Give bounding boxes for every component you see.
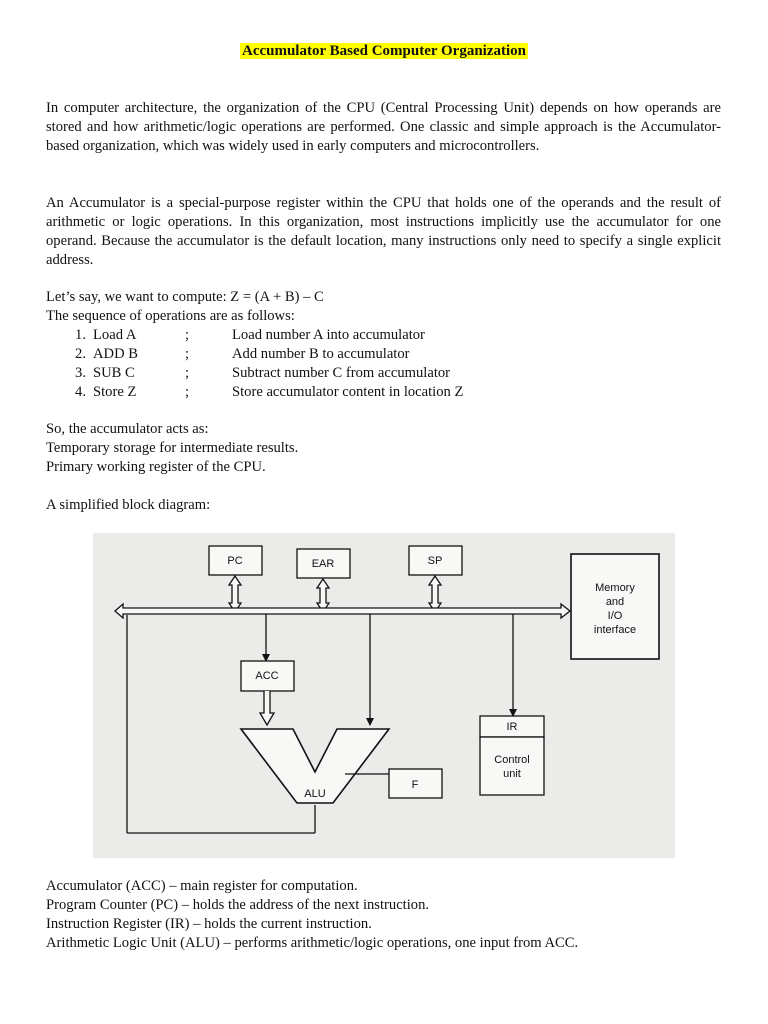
memory-label: I/O	[607, 610, 623, 622]
memory-label: Memory	[595, 582, 635, 594]
operation-number: 2.	[75, 346, 86, 362]
operation-number: 1.	[75, 327, 86, 343]
operation-number: 3.	[75, 365, 86, 381]
operation-description: Store accumulator content in location Z	[232, 384, 464, 400]
acts-as-heading: So, the accumulator acts as:	[46, 421, 209, 437]
operation-instruction: SUB C	[93, 365, 135, 381]
document-title	[0, 42, 768, 60]
acc-label: ACC	[255, 670, 279, 682]
operation-number: 4.	[75, 384, 86, 400]
document-title-text: Accumulator Based Computer Organization	[241, 43, 527, 59]
acts-as-item: Temporary storage for intermediate results.	[46, 440, 299, 456]
accumulator-paragraph: An Accumulator is a special-purpose register within the CPU that holds one of the operands and the result of arithmetic or logic operations. In this organization, most instructions implicitly use the accumulator for one operand. Because the accumulator is the default location, many instructions only need to specify a single explicit address.	[46, 195, 721, 268]
operation-description: Add number B to accumulator	[232, 346, 410, 362]
pc-label: PC	[227, 555, 243, 567]
sequence-line: The sequence of operations are as follows:	[46, 308, 295, 324]
acts-as-item: Primary working register of the CPU.	[46, 459, 266, 475]
pc-bus-arrow	[229, 576, 241, 612]
ir-label: IR	[506, 721, 518, 733]
memory-label: interface	[593, 624, 637, 636]
operation-separator: ;	[185, 346, 190, 362]
operation-description: Load number A into accumulator	[232, 327, 425, 343]
ear-label: EAR	[311, 558, 335, 570]
operation-instruction: Store Z	[93, 384, 137, 400]
alu-label: ALU	[304, 788, 326, 800]
memory-label: and	[605, 596, 625, 608]
operation-separator: ;	[185, 384, 190, 400]
definition-line: Program Counter (PC) – holds the address of the next instruction.	[46, 897, 430, 913]
operation-separator: ;	[185, 365, 190, 381]
sp-bus-arrow	[429, 576, 441, 612]
definition-line: Instruction Register (IR) – holds the current instruction.	[46, 916, 372, 932]
ear-bus-arrow	[317, 579, 329, 612]
control-unit-box	[480, 737, 544, 795]
operation-instruction: ADD B	[93, 346, 138, 362]
operation-instruction: Load A	[93, 327, 137, 343]
block-diagram	[93, 533, 675, 858]
f-label: F	[411, 779, 419, 791]
operation-description: Subtract number C from accumulator	[232, 365, 451, 381]
sp-label: SP	[427, 555, 443, 567]
compute-line: Let’s say, we want to compute: Z = (A + B) – C	[46, 289, 324, 305]
definition-line: Accumulator (ACC) – main register for computation.	[46, 878, 358, 894]
system-bus	[115, 604, 570, 618]
block-diagram-svg	[93, 533, 675, 858]
operation-separator: ;	[185, 327, 190, 343]
control-unit-label: Control	[494, 754, 530, 766]
control-unit-label: unit	[503, 768, 521, 780]
definition-line: Arithmetic Logic Unit (ALU) – performs arithmetic/logic operations, one input from ACC.	[46, 935, 579, 951]
acc-to-alu-arrow	[260, 691, 274, 725]
intro-paragraph: In computer architecture, the organization of the CPU (Central Processing Unit) depends on how operands are stored and how arithmetic/logic operations are performed. One classic and simple approach is the Accumulator-based organization, which was widely used in early computers and microcontrollers.	[46, 100, 721, 154]
diagram-intro: A simplified block diagram:	[46, 497, 211, 513]
